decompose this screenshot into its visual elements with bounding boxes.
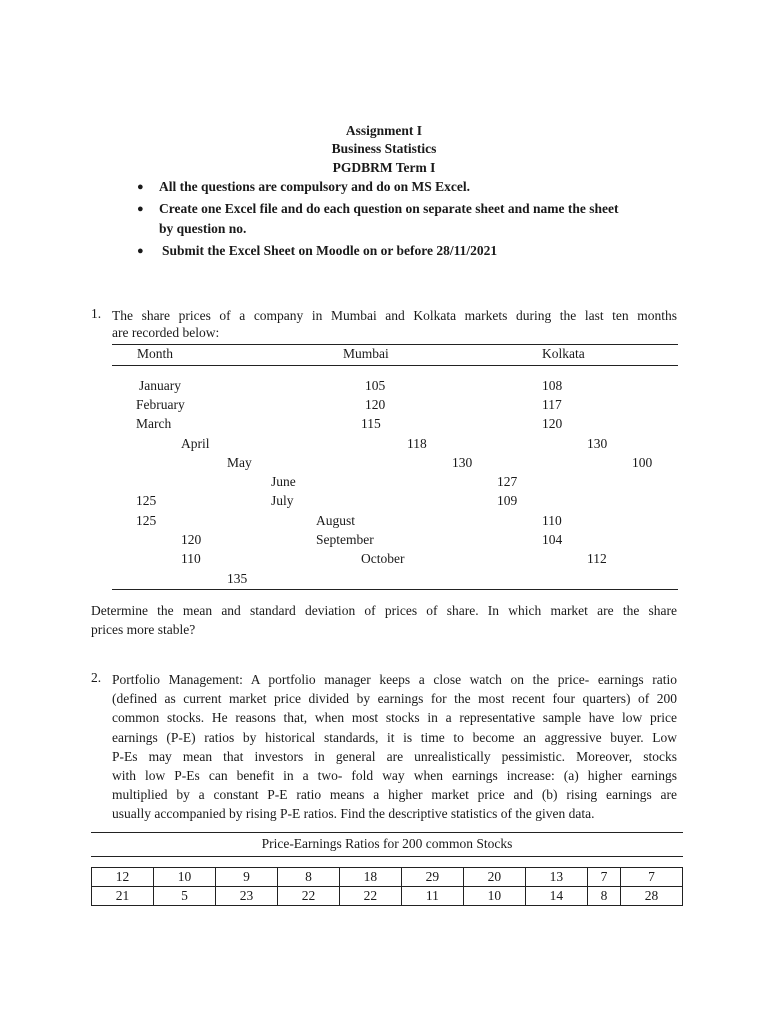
q2-line: usually accompanied by rising P-E ratios. Find the descriptive statistics of the given data. [112, 806, 595, 822]
term-title: PGDBRM Term I [332, 160, 436, 175]
pe-cell: 21 [92, 887, 154, 906]
q2-line: with low P-Es can benefit in a two- fold way when earnings increase: (a) higher earnings [112, 768, 677, 784]
q1-intro [112, 306, 677, 342]
q1-cell: October [361, 551, 405, 566]
table-rule-bottom [112, 589, 678, 590]
table-rule-top [112, 344, 678, 345]
q2-line: common stocks. He reasons that, when most stocks in a representative sample have low price [112, 710, 677, 726]
q1-cell: 125 [136, 513, 157, 528]
pe-cell: 22 [277, 887, 339, 906]
pe-cell: 7 [621, 868, 683, 887]
pe-cell: 23 [215, 887, 277, 906]
pe-cell: 29 [401, 868, 463, 887]
q1-cell: May [227, 455, 252, 470]
bullet-icon: ● [137, 245, 144, 257]
q2-body [112, 670, 677, 824]
q1-cell: 127 [497, 474, 518, 489]
q1-number: 1. [91, 306, 102, 321]
assignment-title: Assignment I [345, 123, 423, 138]
q1-cell: 130 [587, 436, 608, 451]
col-header-kolkata: Kolkata [542, 346, 585, 361]
q1-question-line: Determine the mean and standard deviation of prices of share. In which market are the share [91, 603, 677, 618]
col-header-mumbai: Mumbai [343, 346, 389, 361]
q1-question-line: prices more stable? [91, 622, 196, 638]
q1-cell: 108 [542, 378, 563, 393]
q1-cell: February [136, 397, 185, 412]
col-header-month: Month [137, 346, 174, 361]
q1-question [91, 601, 677, 639]
q2-line: earnings (P-E) ratios by historical standards, it is time to become an aggressive buyer. Low [112, 729, 677, 745]
q1-cell: 105 [365, 378, 386, 393]
pe-rule-top [91, 832, 683, 833]
q1-cell: 125 [136, 493, 157, 508]
pe-cell: 12 [92, 868, 154, 887]
q1-cell: January [139, 378, 181, 393]
instruction-item-continued: by question no. [159, 221, 247, 236]
course-title: Business Statistics [331, 141, 437, 156]
pe-cell: 8 [587, 887, 620, 906]
q1-cell: 109 [497, 493, 518, 508]
q2-line: Portfolio Management: A portfolio manager keeps a close watch on the price- earnings ratio [112, 672, 677, 687]
q1-intro-line: The share prices of a company in Mumbai and Kolkata markets during the last ten months [112, 308, 677, 323]
q1-cell: 120 [542, 416, 563, 431]
q1-cell: 120 [365, 397, 386, 412]
pe-cell: 8 [277, 868, 339, 887]
q1-cell: April [181, 436, 210, 451]
table-row [92, 887, 683, 906]
q1-cell: 112 [587, 551, 607, 566]
pe-rule-title [91, 856, 683, 857]
q1-cell: 117 [542, 397, 562, 412]
pe-cell: 10 [153, 868, 215, 887]
q1-cell: 110 [542, 513, 562, 528]
q1-cell: 104 [542, 532, 563, 547]
q1-cell: 100 [632, 455, 653, 470]
pe-cell: 20 [463, 868, 525, 887]
q1-cell: June [271, 474, 296, 489]
q1-cell: 118 [407, 436, 427, 451]
table-rule-header [112, 365, 678, 366]
q1-cell: September [316, 532, 374, 547]
pe-cell: 9 [215, 868, 277, 887]
pe-cell: 28 [621, 887, 683, 906]
instruction-item: Submit the Excel Sheet on Moodle on or before 28/11/2021 [162, 243, 498, 258]
bullet-icon: ● [137, 203, 144, 215]
pe-cell: 10 [463, 887, 525, 906]
pe-table-title: Price-Earnings Ratios for 200 common Stocks [261, 836, 513, 851]
pe-cell: 22 [339, 887, 401, 906]
q1-cell: July [271, 493, 294, 508]
bullet-icon: ● [137, 181, 144, 193]
q1-cell: 115 [361, 416, 381, 431]
q2-line: multiplied by a constant P-E ratio means a higher market price and (b) rising earnings are [112, 787, 677, 803]
pe-cell: 5 [153, 887, 215, 906]
pe-cell: 11 [401, 887, 463, 906]
q1-cell: 120 [181, 532, 202, 547]
q1-cell: 135 [227, 571, 248, 586]
q2-line: P-Es may mean that investors in general are unrealistically pessimistic. Moreover, stocks [112, 748, 677, 764]
instruction-item: Create one Excel file and do each question on separate sheet and name the sheet [159, 201, 619, 216]
pe-cell: 18 [339, 868, 401, 887]
instruction-item: All the questions are compulsory and do on MS Excel. [159, 179, 471, 194]
pe-cell: 13 [525, 868, 587, 887]
pe-cell: 7 [587, 868, 620, 887]
pe-cell: 14 [525, 887, 587, 906]
q2-number: 2. [91, 670, 102, 685]
q1-cell: 130 [452, 455, 473, 470]
q1-cell: August [316, 513, 356, 528]
pe-ratio-table [91, 867, 683, 906]
q1-cell: 110 [181, 551, 201, 566]
q2-line: (defined as current market price divided by earnings for the most recent four quarters) of 200 [112, 691, 677, 707]
q1-intro-line: are recorded below: [112, 325, 220, 341]
table-row [92, 868, 683, 887]
q1-cell: March [136, 416, 172, 431]
